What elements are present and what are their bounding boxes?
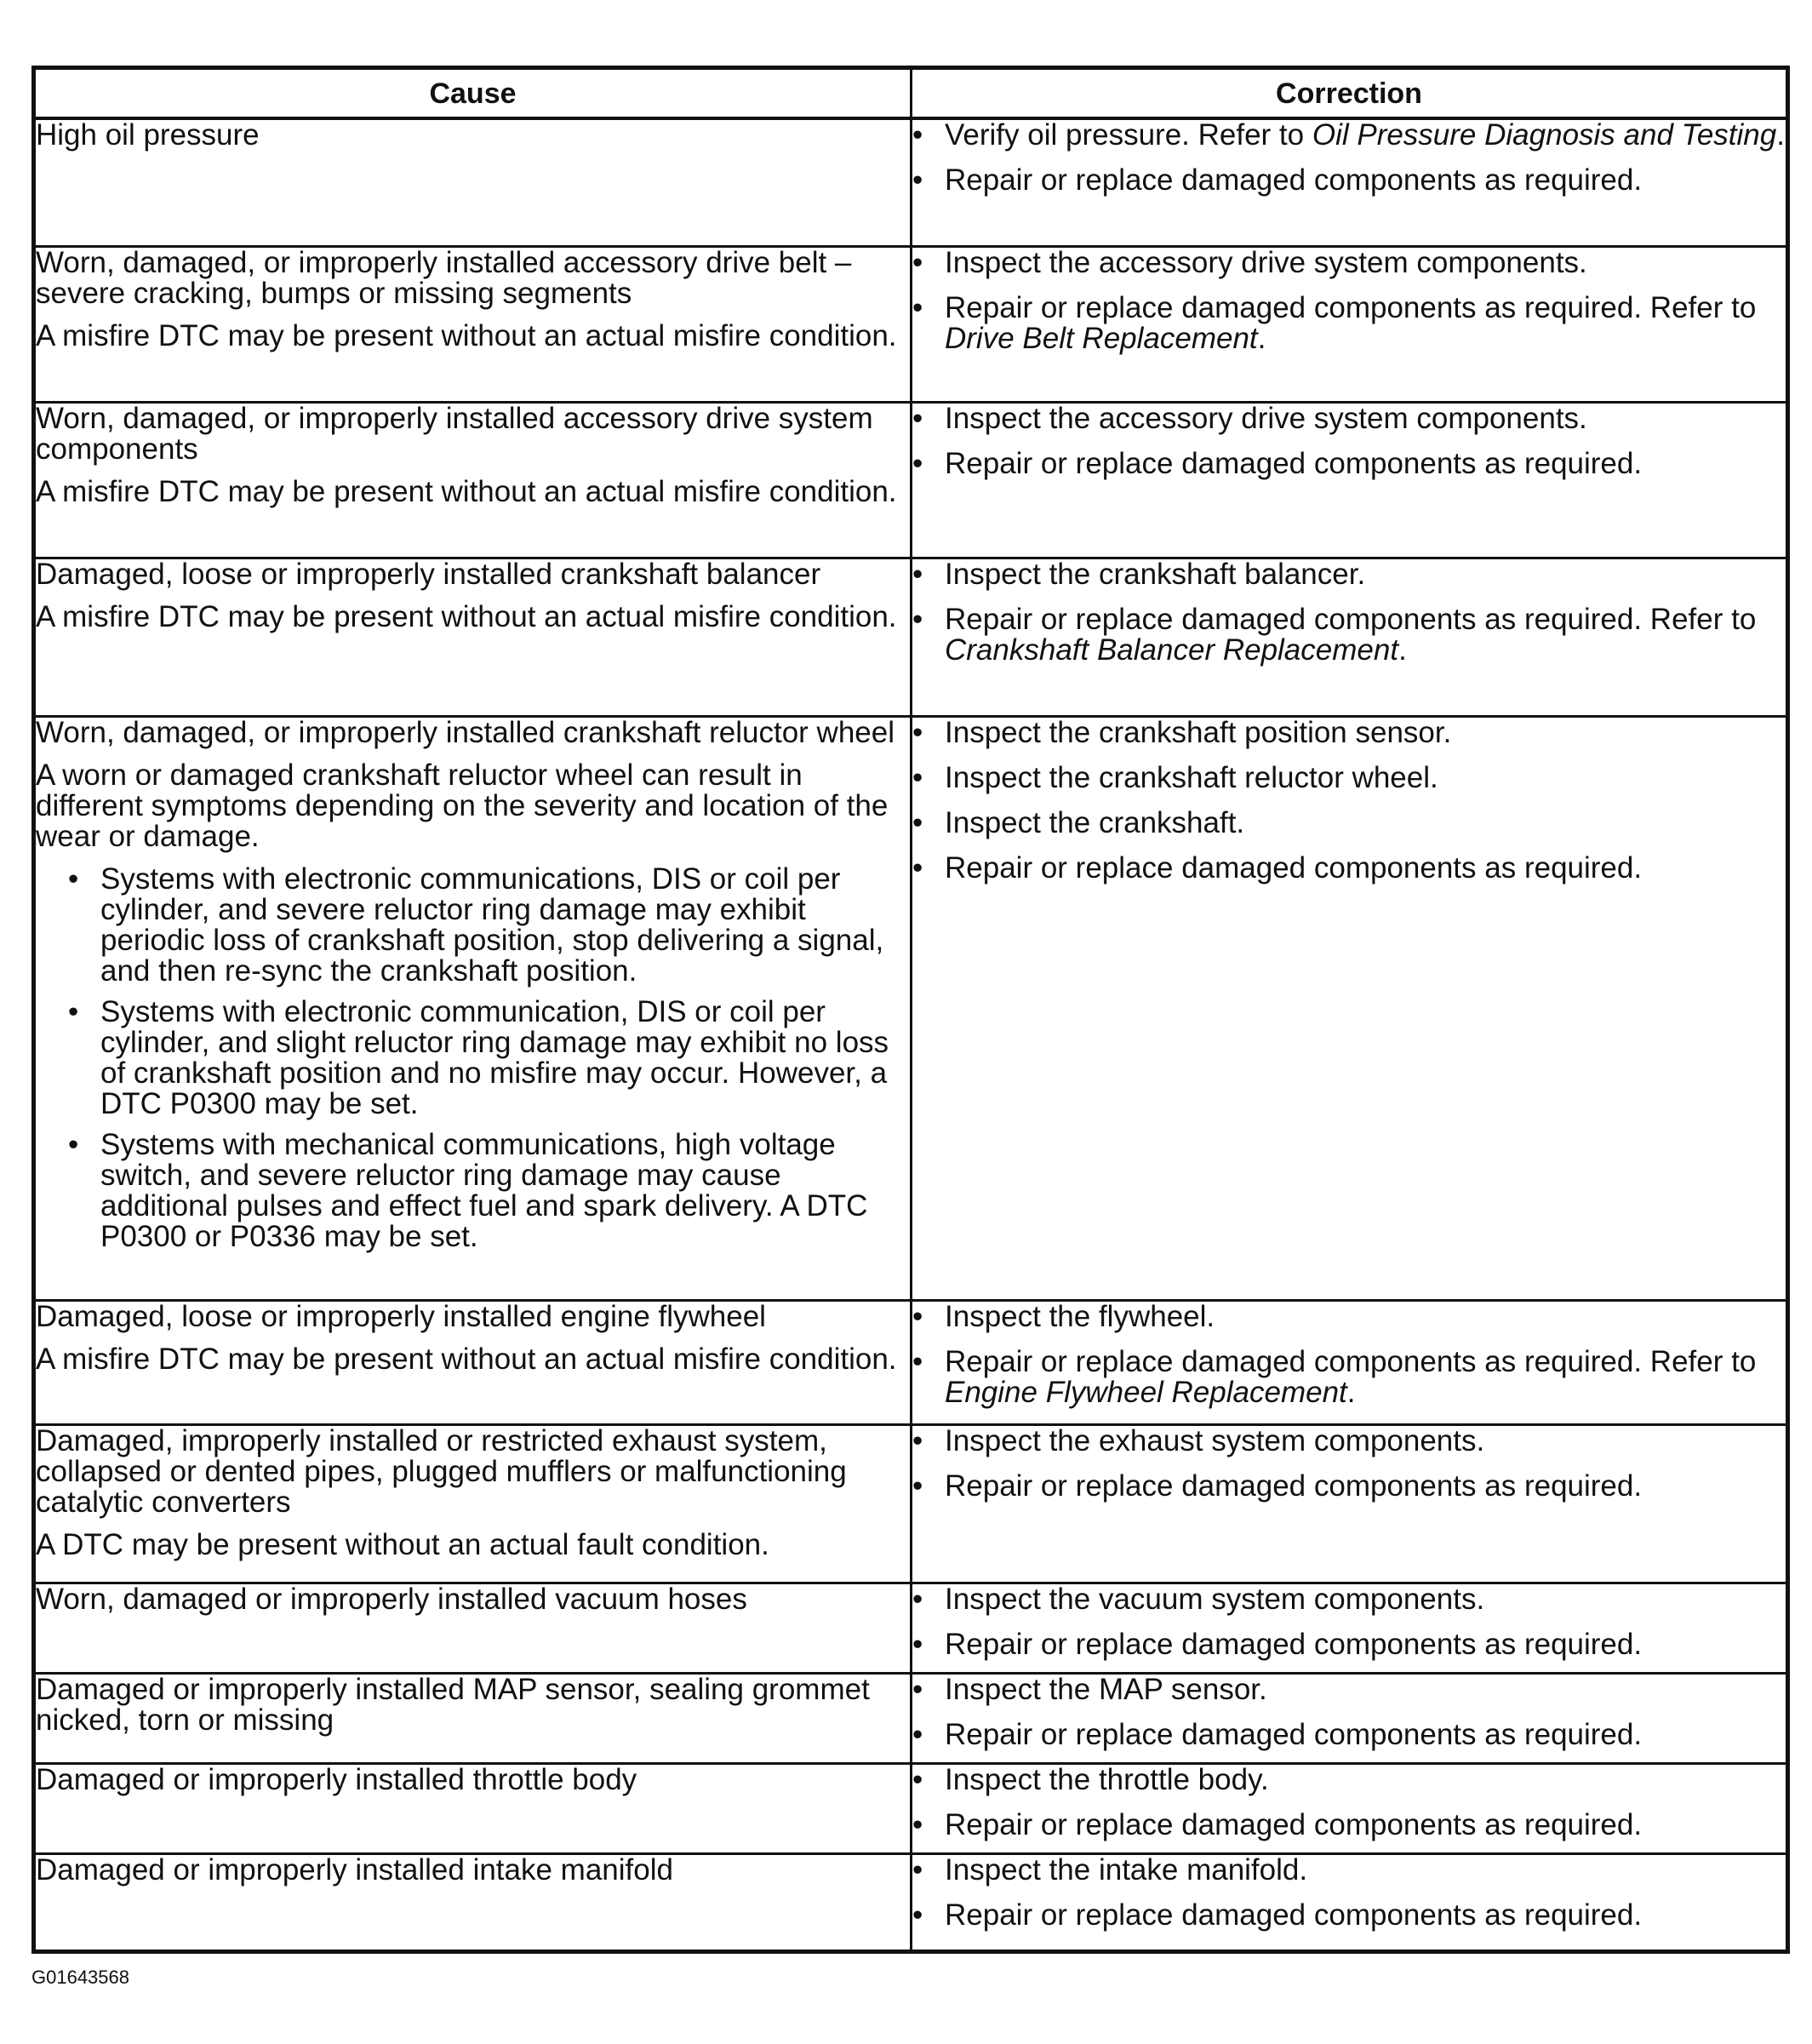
correction-text: Inspect the flywheel. [945, 1299, 1215, 1333]
cause-cell [34, 402, 912, 558]
correction-item [912, 1807, 1786, 1841]
cause-note: A misfire DTC may be present without an actual misfire condition. [36, 599, 897, 633]
correction-cell [912, 402, 1788, 558]
correction-item [912, 805, 1786, 839]
cause-text: Damaged or improperly installed throttle body [36, 1762, 637, 1796]
cause-note: A misfire DTC may be present without an actual misfire condition. [36, 474, 897, 508]
cause-text: Damaged, improperly installed or restricted exhaust system, collapsed or dented pipes, plugged mufflers or malfunctioning catalytic converters [36, 1423, 847, 1519]
cause-cell [34, 1853, 912, 1951]
correction-list [912, 401, 1786, 480]
table-row [34, 1583, 1788, 1673]
table-body [34, 118, 1788, 1951]
cause-cell [34, 1673, 912, 1763]
table-row [34, 1424, 1788, 1583]
correction-item [912, 120, 1786, 151]
cause-note: A misfire DTC may be present without an actual misfire condition. [36, 318, 897, 352]
cause-text: Damaged or improperly installed MAP sensor, sealing grommet nicked, torn or missing [36, 1672, 870, 1737]
cause-cell [34, 118, 912, 246]
correction-cell [912, 1583, 1788, 1673]
correction-text: Repair or replace damaged components as required. [945, 1627, 1643, 1661]
correction-item [912, 401, 1786, 435]
diagnosis-table [31, 66, 1790, 1954]
correction-cell [912, 118, 1788, 246]
cause-bullet-list [68, 864, 910, 1252]
correction-item [912, 165, 1786, 196]
reference-link-text: Crankshaft Balancer Replacement [945, 633, 1399, 667]
correction-cell [912, 246, 1788, 402]
correction-item [912, 1471, 1786, 1502]
correction-list [912, 1299, 1786, 1409]
correction-cell [912, 716, 1788, 1300]
correction-item [912, 1344, 1786, 1409]
correction-text-end: . [1346, 1375, 1356, 1409]
table-row [34, 402, 1788, 558]
correction-list [912, 245, 1786, 355]
correction-text: Inspect the throttle body. [945, 1762, 1269, 1796]
table-header-row [34, 68, 1788, 119]
correction-list [912, 1584, 1786, 1660]
cause-cell [34, 1300, 912, 1424]
correction-list [912, 1762, 1786, 1841]
cause-text: Worn, damaged, or improperly installed accessory drive system components [36, 401, 873, 466]
correction-item [912, 1299, 1786, 1333]
correction-item [912, 1762, 1786, 1796]
cause-text: Damaged or improperly installed intake manifold [36, 1852, 673, 1887]
correction-list [912, 1672, 1786, 1751]
correction-text: Repair or replace damaged components as required. [945, 850, 1643, 885]
correction-list [912, 1852, 1786, 1932]
correction-item [912, 604, 1786, 666]
correction-cell [912, 1763, 1788, 1853]
correction-text-end: . [1398, 633, 1407, 667]
correction-list [912, 1423, 1786, 1503]
cause-text: Worn, damaged, or improperly installed accessory drive belt – severe cracking, bumps or missing segments [36, 245, 852, 310]
table-row [34, 246, 1788, 402]
correction-item [912, 446, 1786, 480]
correction-item [912, 1629, 1786, 1660]
table-row [34, 1673, 1788, 1763]
correction-text-end: . [1257, 321, 1266, 355]
cause-cell [34, 716, 912, 1300]
correction-text: Inspect the accessory drive system components. [945, 245, 1587, 279]
cause-text: Damaged, loose or improperly installed engine flywheel [36, 1299, 766, 1333]
correction-item [912, 1672, 1786, 1706]
table-row [34, 1763, 1788, 1853]
table-row [34, 558, 1788, 716]
cause-bullet-item: • Systems with electronic communication, DIS or coil per cylinder, and slight reluctor ring damage may exhibit no loss of crankshaft position and no misfire may occur. However, a DTC P0300 may be set. [68, 997, 910, 1119]
cause-cell [34, 246, 912, 402]
correction-text: Inspect the intake manifold. [945, 1852, 1308, 1887]
correction-item [912, 715, 1786, 749]
correction-text: Repair or replace damaged components as required. Refer to [945, 602, 1757, 636]
cause-cell [34, 1763, 912, 1853]
cause-bullet-item: • Systems with mechanical communications, high voltage switch, and severe reluctor ring damage may cause additional pulses and effect fuel and spark delivery. A DTC P0300 or P0336 may be set. [68, 1130, 910, 1252]
correction-text: Repair or replace damaged components as required. [945, 1898, 1643, 1932]
cause-text: Worn, damaged or improperly installed vacuum hoses [36, 1582, 747, 1616]
correction-text: Verify oil pressure. Refer to [945, 118, 1312, 152]
cause-note: A misfire DTC may be present without an actual misfire condition. [36, 1342, 897, 1376]
correction-cell [912, 1673, 1788, 1763]
correction-list [912, 559, 1786, 666]
correction-item [912, 1852, 1786, 1887]
table-row [34, 1300, 1788, 1424]
correction-text: Repair or replace damaged components as required. [945, 1469, 1643, 1503]
correction-cell [912, 1853, 1788, 1951]
correction-text: Inspect the crankshaft reluctor wheel. [945, 760, 1438, 794]
correction-text-end: . [1776, 118, 1785, 152]
correction-item [912, 1900, 1786, 1931]
cause-bullet-item: • Systems with electronic communications, DIS or coil per cylinder, and severe reluctor ring damage may exhibit periodic loss of crankshaft position, stop delivering a signal, and then re-sync the crankshaft position. [68, 864, 910, 987]
reference-link-text: Drive Belt Replacement [945, 321, 1258, 355]
correction-item [912, 290, 1786, 355]
correction-text: Repair or replace damaged components as required. [945, 1807, 1643, 1841]
reference-link-text: Oil Pressure Diagnosis and Testing [1312, 118, 1777, 152]
correction-text: Repair or replace damaged components as required. [945, 446, 1643, 480]
table-row [34, 118, 1788, 246]
correction-text: Inspect the crankshaft position sensor. [945, 715, 1452, 749]
correction-text: Inspect the accessory drive system components. [945, 401, 1587, 435]
table-row [34, 716, 1788, 1300]
correction-item [912, 850, 1786, 885]
correction-list [912, 120, 1786, 196]
cause-note: A worn or damaged crankshaft reluctor wheel can result in different symptoms depending on the severity and location of the wear or damage. [36, 758, 889, 853]
cause-text: Worn, damaged, or improperly installed crankshaft reluctor wheel [36, 715, 895, 749]
cause-note: A DTC may be present without an actual fault condition. [36, 1527, 769, 1561]
figure-id: G01643568 [31, 1967, 129, 1988]
correction-text: Repair or replace damaged components as required. [945, 1717, 1643, 1751]
column-header-correction: Correction [912, 68, 1788, 119]
correction-text: Inspect the exhaust system components. [945, 1423, 1485, 1457]
cause-text: High oil pressure [36, 118, 260, 152]
cause-cell [34, 1583, 912, 1673]
reference-link-text: Engine Flywheel Replacement [945, 1375, 1347, 1409]
correction-cell [912, 1300, 1788, 1424]
correction-cell [912, 558, 1788, 716]
cause-cell [34, 1424, 912, 1583]
correction-text: Inspect the vacuum system components. [945, 1582, 1485, 1616]
table-row [34, 1853, 1788, 1951]
cause-cell [34, 558, 912, 716]
correction-item [912, 760, 1786, 794]
cause-text: Damaged, loose or improperly installed crankshaft balancer [36, 557, 821, 591]
correction-item [912, 245, 1786, 279]
column-header-cause: Cause [34, 68, 912, 119]
correction-text: Inspect the crankshaft. [945, 805, 1245, 839]
correction-item [912, 1423, 1786, 1457]
correction-item [912, 1584, 1786, 1615]
correction-text: Repair or replace damaged components as required. [945, 163, 1643, 197]
correction-item [912, 559, 1786, 590]
correction-item [912, 1717, 1786, 1751]
correction-text: Repair or replace damaged components as required. Refer to [945, 290, 1757, 324]
correction-text: Repair or replace damaged components as required. Refer to [945, 1344, 1757, 1378]
correction-text: Inspect the MAP sensor. [945, 1672, 1267, 1706]
correction-cell [912, 1424, 1788, 1583]
correction-text: Inspect the crankshaft balancer. [945, 557, 1366, 591]
correction-list [912, 715, 1786, 885]
